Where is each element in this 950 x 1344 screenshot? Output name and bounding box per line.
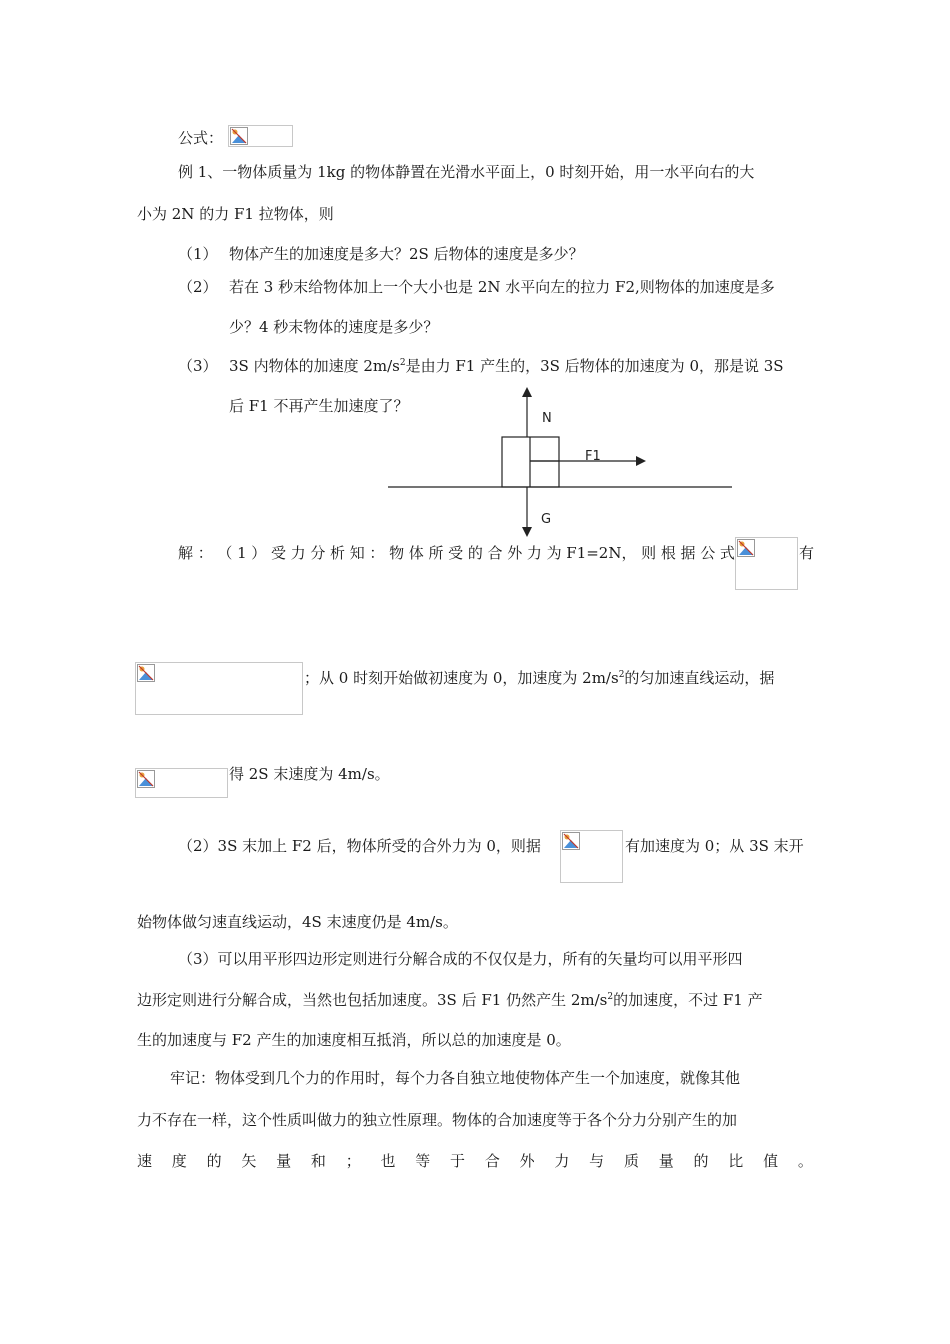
example-line-1: 例 1、一物体质量为 1kg 的物体静置在光滑水平面上，0 时刻开始，用一水平向右的大 xyxy=(178,163,755,181)
question-2-text-line-1: 若在 3 秒末给物体加上一个大小也是 2N 水平向左的拉力 F2,则物体的加速度是多 xyxy=(229,278,775,296)
solution-1-line-1-end: 有 xyxy=(799,544,815,562)
example-line-2: 小为 2N 的力 F1 拉物体，则 xyxy=(137,205,334,223)
formula-image xyxy=(735,537,798,590)
question-3-text-line-2: 后 F1 不再产生加速度了？ xyxy=(229,397,409,415)
solution-3-line-2: 边形定则进行分解合成，当然也包括加速度。3S 后 F1 仍然产生 $2m/s^2$的加速度，不过 F1 产 xyxy=(137,991,763,1009)
solution-2-line-2: 始物体做匀速直线运动，4S 末速度仍是 4m/s。 xyxy=(137,913,458,931)
formula-image xyxy=(135,662,303,715)
question-3-text-line-1: 3S 内物体的加速度 $2m/s^2$是由力 F1 产生的，3S 后物体的加速度为 0，那是说 3S xyxy=(229,357,784,375)
f1-force-arrowhead xyxy=(636,456,646,466)
solution-3-line-3: 生的加速度与 F2 产生的加速度相互抵消，所以总的加速度是 0。 xyxy=(137,1031,571,1049)
solution-1-line-2: ；从 0 时刻开始做初速度为 0，加速度为 $2m/s^2$的匀加速直线运动，据 xyxy=(304,669,775,687)
question-3-number: （3） xyxy=(178,357,218,375)
solution-3-line-1: （3）可以用平形四边形定则进行分解合成的不仅仅是力，所有的矢量均可以用平形四 xyxy=(178,950,743,968)
formula-label: 公式： xyxy=(178,129,224,147)
broken-image-icon xyxy=(737,539,755,557)
formula-image xyxy=(135,768,228,798)
broken-image-icon xyxy=(137,770,155,788)
remember-line-3: 速 度 的 矢 量 和 ； 也 等 于 合 外 力 与 质 量 的 比 值 。 xyxy=(137,1152,813,1170)
force-diagram xyxy=(380,385,740,540)
solution-2-line-1-a: （2）3S 末加上 F2 后，物体所受的合外力为 0，则据 xyxy=(178,837,541,855)
normal-force-arrowhead xyxy=(522,387,532,397)
label-f1: F1 xyxy=(585,449,601,464)
broken-image-icon xyxy=(562,832,580,850)
question-1-text: 物体产生的加速度是多大？2S 后物体的速度是多少？ xyxy=(229,245,584,263)
remember-line-1: 牢记：物体受到几个力的作用时，每个力各自独立地使物体产生一个加速度，就像其他 xyxy=(170,1069,741,1087)
broken-image-icon xyxy=(137,664,155,682)
remember-line-2: 力不存在一样，这个性质叫做力的独立性原理。物体的合加速度等于各个分力分别产生的加 xyxy=(137,1111,738,1129)
question-2-number: （2） xyxy=(178,278,218,296)
label-g: G xyxy=(541,512,552,527)
solution-2-line-1-b: 有加速度为 0；从 3S 末开 xyxy=(625,837,804,855)
broken-image-icon xyxy=(230,127,248,145)
formula-image xyxy=(228,125,293,147)
label-n: N xyxy=(542,411,552,426)
solution-1-line-3: 得 2S 末速度为 4m/s。 xyxy=(229,765,390,783)
question-1-number: （1） xyxy=(178,245,218,263)
solution-1-line-1: 解 ： （ 1 ） 受 力 分 析 知 ： 物 体 所 受 的 合 外 力 为 F1=2N， 则 根 据 公 式 xyxy=(178,544,735,562)
gravity-arrowhead xyxy=(522,527,532,537)
question-2-text-line-2: 少？4 秒末物体的速度是多少？ xyxy=(229,318,439,336)
formula-image xyxy=(560,830,623,883)
